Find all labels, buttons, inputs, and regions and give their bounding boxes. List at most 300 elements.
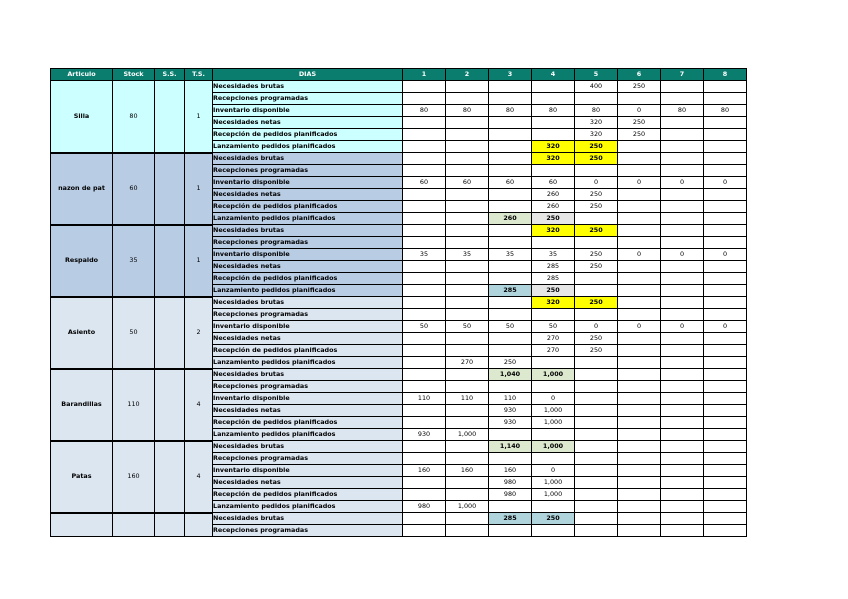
day-cell: 50 <box>403 321 446 333</box>
day-cell <box>661 213 704 225</box>
day-cell <box>489 261 532 273</box>
day-cell <box>446 273 489 285</box>
day-cell: 0 <box>618 105 661 117</box>
row-label: Inventario disponible <box>213 249 403 261</box>
day-cell: 270 <box>532 345 575 357</box>
row-label: Necesidades netas <box>213 189 403 201</box>
row-label: Recepción de pedidos planificados <box>213 129 403 141</box>
row-label: Necesidades netas <box>213 333 403 345</box>
day-cell: 50 <box>489 321 532 333</box>
row-label: Inventario disponible <box>213 321 403 333</box>
article-ts: 4 <box>185 441 213 513</box>
day-cell <box>575 273 618 285</box>
day-cell <box>618 261 661 273</box>
day-cell <box>446 285 489 297</box>
day-cell <box>618 369 661 381</box>
day-cell <box>489 429 532 441</box>
day-cell <box>661 369 704 381</box>
day-cell <box>446 333 489 345</box>
day-cell <box>403 201 446 213</box>
day-cell <box>661 309 704 321</box>
day-cell <box>661 297 704 309</box>
day-cell: 60 <box>489 177 532 189</box>
day-cell: 250 <box>575 345 618 357</box>
day-cell <box>704 309 747 321</box>
day-cell <box>403 189 446 201</box>
day-cell <box>704 441 747 453</box>
day-cell <box>704 297 747 309</box>
article-name: Patas <box>51 441 113 513</box>
article-stock: 110 <box>113 369 155 441</box>
article-ss <box>155 369 185 441</box>
article-ss <box>155 441 185 513</box>
article-ss <box>155 225 185 297</box>
day-cell <box>704 213 747 225</box>
day-cell <box>489 525 532 537</box>
day-cell <box>532 357 575 369</box>
day-cell <box>446 513 489 525</box>
row-label: Inventario disponible <box>213 393 403 405</box>
day-cell <box>704 477 747 489</box>
day-cell <box>446 369 489 381</box>
mrp-table <box>50 68 747 537</box>
day-cell <box>704 93 747 105</box>
day-cell <box>661 477 704 489</box>
day-cell <box>403 345 446 357</box>
day-cell <box>489 81 532 93</box>
day-cell <box>403 357 446 369</box>
day-cell <box>618 465 661 477</box>
day-cell <box>403 237 446 249</box>
day-cell: 250 <box>575 141 618 153</box>
day-cell <box>575 441 618 453</box>
day-cell <box>489 165 532 177</box>
day-cell <box>446 441 489 453</box>
day-cell <box>618 285 661 297</box>
day-cell <box>489 201 532 213</box>
row-label: Necesidades brutas <box>213 441 403 453</box>
day-cell <box>532 453 575 465</box>
day-cell <box>489 309 532 321</box>
day-cell: 0 <box>575 177 618 189</box>
day-cell <box>532 429 575 441</box>
day-cell: 110 <box>403 393 446 405</box>
day-cell: 0 <box>704 321 747 333</box>
day-cell <box>618 453 661 465</box>
header-stock: Stock <box>113 69 155 81</box>
day-cell: 1,040 <box>489 369 532 381</box>
day-cell <box>661 81 704 93</box>
day-cell <box>661 441 704 453</box>
row-label: Lanzamiento pedidos planificados <box>213 213 403 225</box>
day-cell <box>704 141 747 153</box>
row-label: Necesidades brutas <box>213 297 403 309</box>
day-cell <box>704 381 747 393</box>
day-cell: 260 <box>489 213 532 225</box>
day-cell <box>446 201 489 213</box>
day-cell <box>446 189 489 201</box>
day-cell <box>575 369 618 381</box>
day-cell <box>403 285 446 297</box>
day-cell <box>532 93 575 105</box>
day-cell <box>403 513 446 525</box>
article-ss <box>155 153 185 225</box>
day-cell <box>704 393 747 405</box>
day-cell: 285 <box>532 273 575 285</box>
day-cell: 1,000 <box>532 489 575 501</box>
day-cell <box>489 129 532 141</box>
day-cell: 60 <box>532 177 575 189</box>
day-cell <box>575 309 618 321</box>
day-cell <box>575 477 618 489</box>
article-name: Barandillas <box>51 369 113 441</box>
row-label: Inventario disponible <box>213 177 403 189</box>
day-cell <box>661 333 704 345</box>
day-cell: 50 <box>446 321 489 333</box>
day-cell <box>575 501 618 513</box>
day-cell: 320 <box>532 297 575 309</box>
day-cell <box>532 165 575 177</box>
day-cell <box>661 237 704 249</box>
table-row <box>51 153 747 165</box>
article-stock: 35 <box>113 225 155 297</box>
day-cell <box>575 417 618 429</box>
day-cell <box>403 297 446 309</box>
day-cell <box>618 225 661 237</box>
day-cell <box>446 345 489 357</box>
article-name: Silla <box>51 81 113 153</box>
day-cell <box>661 117 704 129</box>
day-cell: 400 <box>575 81 618 93</box>
day-cell: 0 <box>661 321 704 333</box>
day-cell <box>661 381 704 393</box>
day-cell: 980 <box>489 477 532 489</box>
table-row <box>51 513 747 525</box>
day-cell: 250 <box>489 357 532 369</box>
day-cell: 250 <box>618 81 661 93</box>
day-cell: 1,000 <box>446 501 489 513</box>
day-cell: 110 <box>489 393 532 405</box>
day-cell <box>403 261 446 273</box>
day-cell <box>704 489 747 501</box>
row-label: Necesidades brutas <box>213 369 403 381</box>
header-day-8: 8 <box>704 69 747 81</box>
day-cell <box>618 273 661 285</box>
row-label: Lanzamiento pedidos planificados <box>213 429 403 441</box>
row-label: Recepción de pedidos planificados <box>213 273 403 285</box>
row-label: Necesidades brutas <box>213 513 403 525</box>
day-cell: 250 <box>575 201 618 213</box>
day-cell <box>489 273 532 285</box>
day-cell <box>403 417 446 429</box>
day-cell <box>704 465 747 477</box>
day-cell <box>446 81 489 93</box>
day-cell <box>403 165 446 177</box>
day-cell <box>661 165 704 177</box>
day-cell: 930 <box>403 429 446 441</box>
row-label: Recepciones programadas <box>213 453 403 465</box>
row-label: Recepciones programadas <box>213 525 403 537</box>
day-cell: 320 <box>532 141 575 153</box>
day-cell <box>575 465 618 477</box>
day-cell <box>661 489 704 501</box>
day-cell <box>446 153 489 165</box>
day-cell <box>489 141 532 153</box>
day-cell <box>575 489 618 501</box>
day-cell <box>575 93 618 105</box>
day-cell <box>618 237 661 249</box>
day-cell: 160 <box>446 465 489 477</box>
day-cell: 250 <box>575 261 618 273</box>
day-cell <box>575 165 618 177</box>
day-cell <box>618 333 661 345</box>
day-cell <box>446 453 489 465</box>
day-cell <box>446 417 489 429</box>
day-cell: 1,000 <box>532 417 575 429</box>
table-row <box>51 81 747 93</box>
day-cell <box>704 189 747 201</box>
day-cell: 0 <box>575 321 618 333</box>
table-row <box>51 225 747 237</box>
article-name: Asiento <box>51 297 113 369</box>
day-cell <box>704 261 747 273</box>
day-cell: 0 <box>704 177 747 189</box>
day-cell: 285 <box>532 261 575 273</box>
day-cell: 110 <box>446 393 489 405</box>
day-cell: 35 <box>446 249 489 261</box>
day-cell: 60 <box>446 177 489 189</box>
day-cell: 35 <box>532 249 575 261</box>
day-cell <box>704 225 747 237</box>
day-cell <box>618 513 661 525</box>
article-ts: 1 <box>185 81 213 153</box>
day-cell <box>403 141 446 153</box>
day-cell <box>704 129 747 141</box>
day-cell <box>575 357 618 369</box>
day-cell <box>704 153 747 165</box>
article-ts: 1 <box>185 225 213 297</box>
day-cell: 1,000 <box>532 369 575 381</box>
day-cell: 250 <box>575 225 618 237</box>
day-cell <box>618 213 661 225</box>
day-cell: 80 <box>575 105 618 117</box>
day-cell: 160 <box>489 465 532 477</box>
row-label: Necesidades netas <box>213 261 403 273</box>
day-cell <box>575 381 618 393</box>
table-row <box>51 441 747 453</box>
day-cell: 60 <box>403 177 446 189</box>
day-cell <box>618 525 661 537</box>
day-cell <box>661 393 704 405</box>
article-ss <box>155 81 185 153</box>
day-cell <box>661 93 704 105</box>
row-label: Recepciones programadas <box>213 237 403 249</box>
header-day-6: 6 <box>618 69 661 81</box>
article-ts: 1 <box>185 153 213 225</box>
day-cell <box>618 405 661 417</box>
day-cell <box>661 189 704 201</box>
day-cell <box>661 201 704 213</box>
day-cell <box>661 285 704 297</box>
row-label: Inventario disponible <box>213 105 403 117</box>
day-cell <box>704 81 747 93</box>
day-cell <box>618 393 661 405</box>
day-cell <box>661 141 704 153</box>
day-cell <box>618 429 661 441</box>
day-cell <box>489 93 532 105</box>
day-cell: 250 <box>532 285 575 297</box>
day-cell <box>704 453 747 465</box>
day-cell <box>532 525 575 537</box>
day-cell <box>489 297 532 309</box>
article-ts: 4 <box>185 369 213 441</box>
day-cell: 270 <box>446 357 489 369</box>
day-cell <box>446 117 489 129</box>
day-cell <box>532 501 575 513</box>
day-cell <box>575 237 618 249</box>
day-cell <box>489 153 532 165</box>
day-cell <box>661 129 704 141</box>
day-cell: 1,000 <box>532 405 575 417</box>
day-cell: 0 <box>618 321 661 333</box>
day-cell <box>532 381 575 393</box>
row-label: Lanzamiento pedidos planificados <box>213 141 403 153</box>
day-cell <box>403 477 446 489</box>
day-cell <box>704 201 747 213</box>
day-cell <box>403 489 446 501</box>
header-day-7: 7 <box>661 69 704 81</box>
day-cell <box>403 153 446 165</box>
day-cell <box>618 417 661 429</box>
header-day-4: 4 <box>532 69 575 81</box>
day-cell <box>446 93 489 105</box>
day-cell <box>618 345 661 357</box>
header-day-1: 1 <box>403 69 446 81</box>
day-cell: 1,000 <box>532 441 575 453</box>
day-cell <box>618 165 661 177</box>
day-cell <box>489 501 532 513</box>
row-label: Necesidades netas <box>213 117 403 129</box>
day-cell <box>532 129 575 141</box>
day-cell <box>575 525 618 537</box>
day-cell: 80 <box>704 105 747 117</box>
day-cell <box>446 261 489 273</box>
day-cell <box>446 405 489 417</box>
row-label: Recepciones programadas <box>213 309 403 321</box>
day-cell: 260 <box>532 201 575 213</box>
day-cell <box>403 525 446 537</box>
day-cell <box>661 453 704 465</box>
row-label: Recepción de pedidos planificados <box>213 201 403 213</box>
article-stock: 50 <box>113 297 155 369</box>
header-day-2: 2 <box>446 69 489 81</box>
article-stock: 80 <box>113 81 155 153</box>
day-cell <box>661 225 704 237</box>
table-row <box>51 369 747 381</box>
day-cell <box>575 513 618 525</box>
day-cell: 320 <box>575 117 618 129</box>
day-cell <box>403 129 446 141</box>
day-cell <box>403 93 446 105</box>
row-label: Necesidades brutas <box>213 153 403 165</box>
day-cell <box>618 309 661 321</box>
day-cell <box>403 81 446 93</box>
day-cell <box>618 501 661 513</box>
day-cell <box>489 345 532 357</box>
day-cell <box>661 153 704 165</box>
article-ss <box>155 513 185 537</box>
day-cell: 0 <box>532 465 575 477</box>
day-cell <box>403 381 446 393</box>
day-cell <box>618 297 661 309</box>
day-cell <box>704 501 747 513</box>
day-cell <box>661 417 704 429</box>
day-cell: 270 <box>532 333 575 345</box>
day-cell <box>661 357 704 369</box>
day-cell <box>661 345 704 357</box>
day-cell <box>446 213 489 225</box>
day-cell: 35 <box>403 249 446 261</box>
day-cell <box>704 237 747 249</box>
row-label: Recepciones programadas <box>213 93 403 105</box>
day-cell: 250 <box>575 333 618 345</box>
day-cell: 0 <box>618 177 661 189</box>
article-ts: 2 <box>185 297 213 369</box>
day-cell: 0 <box>661 177 704 189</box>
day-cell <box>446 297 489 309</box>
day-cell: 980 <box>403 501 446 513</box>
day-cell <box>618 141 661 153</box>
day-cell <box>704 525 747 537</box>
day-cell <box>403 405 446 417</box>
day-cell <box>618 477 661 489</box>
day-cell: 250 <box>532 213 575 225</box>
row-label: Recepciones programadas <box>213 381 403 393</box>
row-label: Lanzamiento pedidos planificados <box>213 501 403 513</box>
day-cell: 0 <box>532 393 575 405</box>
day-cell: 0 <box>661 249 704 261</box>
row-label: Necesidades netas <box>213 405 403 417</box>
day-cell <box>704 513 747 525</box>
day-cell <box>661 261 704 273</box>
day-cell: 0 <box>704 249 747 261</box>
day-cell <box>446 489 489 501</box>
article-stock <box>113 513 155 537</box>
row-label: Recepción de pedidos planificados <box>213 489 403 501</box>
day-cell <box>704 273 747 285</box>
day-cell <box>403 213 446 225</box>
article-stock: 160 <box>113 441 155 513</box>
day-cell <box>532 117 575 129</box>
day-cell <box>618 381 661 393</box>
article-name: nazon de pat <box>51 153 113 225</box>
row-label: Inventario disponible <box>213 465 403 477</box>
day-cell: 250 <box>532 513 575 525</box>
day-cell <box>575 405 618 417</box>
day-cell: 1,000 <box>446 429 489 441</box>
day-cell <box>661 513 704 525</box>
day-cell <box>446 525 489 537</box>
day-cell <box>575 429 618 441</box>
row-label: Recepción de pedidos planificados <box>213 345 403 357</box>
day-cell <box>575 453 618 465</box>
day-cell: 320 <box>532 153 575 165</box>
day-cell <box>704 345 747 357</box>
row-label: Recepción de pedidos planificados <box>213 417 403 429</box>
day-cell <box>489 333 532 345</box>
row-label: Necesidades brutas <box>213 225 403 237</box>
day-cell: 260 <box>532 189 575 201</box>
